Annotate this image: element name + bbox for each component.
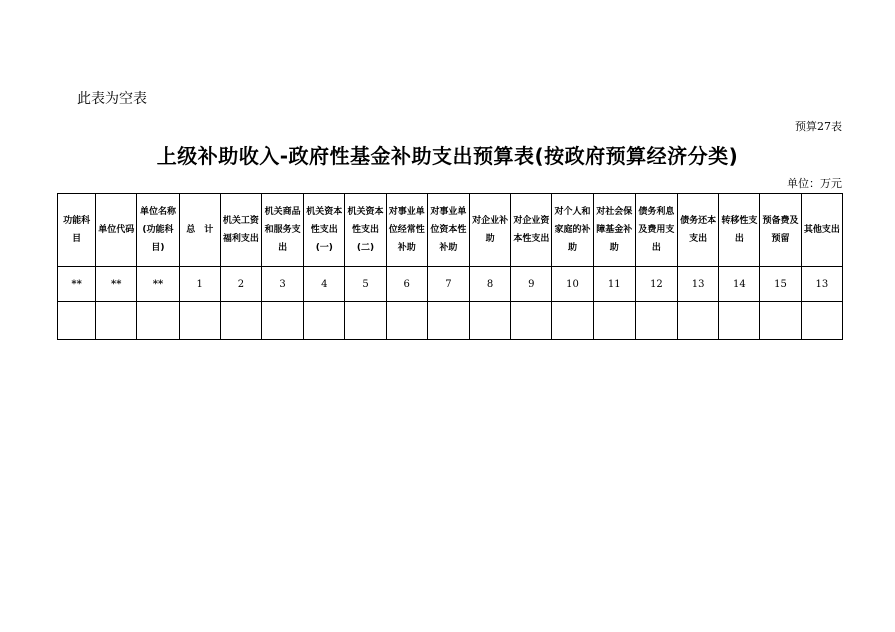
index-cell: 11 [593,267,635,302]
table-number: 预算27表 [795,120,842,133]
column-header: 机关商品和服务支出 [262,194,304,267]
index-cell: 8 [470,267,511,302]
empty-cell [678,302,719,340]
empty-cell [593,302,635,340]
column-header: 债务利息及费用支出 [635,194,677,267]
empty-cell [760,302,801,340]
index-cell: 5 [345,267,386,302]
empty-cell [635,302,677,340]
column-header: 功能科目 [58,194,96,267]
page-title: 上级补助收入-政府性基金补助支出预算表(按政府预算经济分类) [156,144,739,168]
empty-cell [96,302,137,340]
column-header: 机关资本性支出(二) [345,194,386,267]
column-header: 对企业补助 [470,194,511,267]
empty-cell [137,302,179,340]
empty-cell [427,302,469,340]
column-header: 对个人和家庭的补助 [552,194,593,267]
column-header: 对企业资本性支出 [511,194,552,267]
index-cell: 6 [386,267,427,302]
index-cell: 13 [678,267,719,302]
column-header: 债务还本支出 [678,194,719,267]
column-header: 机关工资福利支出 [220,194,261,267]
index-cell: 13 [801,267,842,302]
column-header: 机关资本性支出(一) [304,194,345,267]
index-cell: 7 [427,267,469,302]
header-row [58,194,843,267]
column-header: 单位代码 [96,194,137,267]
empty-cell [58,302,96,340]
index-cell: ** [58,267,96,302]
column-header: 其他支出 [801,194,842,267]
empty-cell [552,302,593,340]
column-header: 总 计 [179,194,220,267]
empty-cell [220,302,261,340]
column-header: 预备费及预留 [760,194,801,267]
index-cell: 1 [179,267,220,302]
empty-cell [179,302,220,340]
column-header: 对社会保障基金补助 [593,194,635,267]
empty-cell [719,302,760,340]
index-row [58,267,843,302]
unit-label: 单位：万元 [787,177,842,190]
index-cell: 15 [760,267,801,302]
index-cell: 12 [635,267,677,302]
column-header: 单位名称(功能科目) [137,194,179,267]
empty-cell [801,302,842,340]
empty-cell [304,302,345,340]
index-cell: 14 [719,267,760,302]
index-cell: 10 [552,267,593,302]
index-cell: 4 [304,267,345,302]
empty-data-row [58,302,843,340]
empty-table-note: 此表为空表 [77,91,147,107]
index-cell: 3 [262,267,304,302]
column-header: 转移性支出 [719,194,760,267]
empty-cell [386,302,427,340]
index-cell: ** [96,267,137,302]
column-header: 对事业单位经常性补助 [386,194,427,267]
empty-cell [470,302,511,340]
empty-cell [345,302,386,340]
column-header: 对事业单位资本性补助 [427,194,469,267]
empty-cell [511,302,552,340]
index-cell: ** [137,267,179,302]
budget-table [57,193,843,340]
index-cell: 9 [511,267,552,302]
index-cell: 2 [220,267,261,302]
empty-cell [262,302,304,340]
